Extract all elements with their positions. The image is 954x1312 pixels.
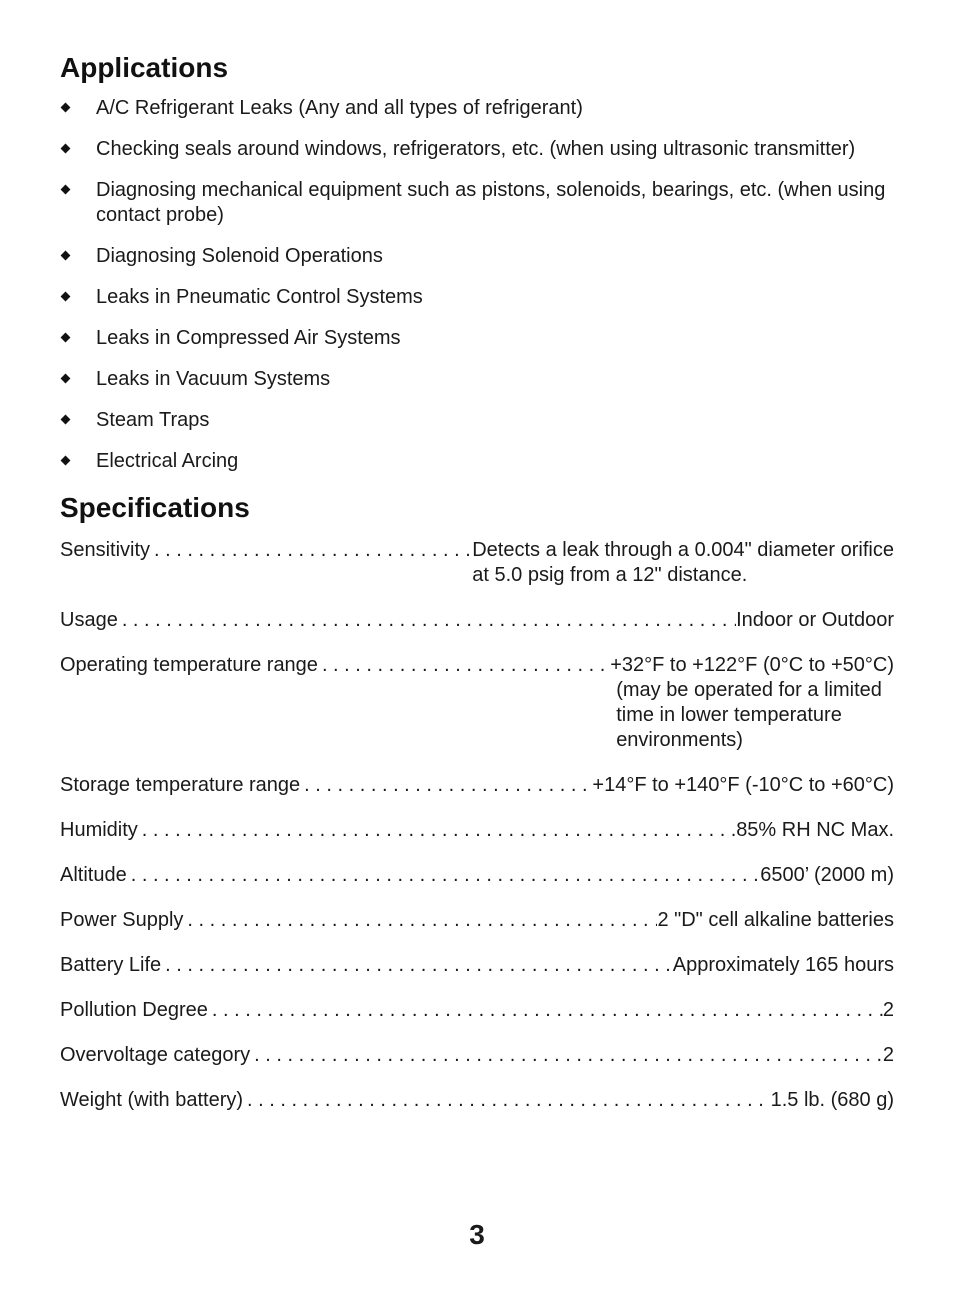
diamond-bullet-icon	[61, 103, 71, 113]
spec-value: Indoor or Outdoor	[736, 609, 894, 631]
spec-value	[610, 653, 894, 753]
list-item-text: Electrical Arcing	[96, 450, 239, 472]
spec-value: 1.5 lb. (680 g)	[770, 1089, 894, 1111]
spec-value-line: (may be operated for a limited	[616, 679, 882, 701]
spec-label: Sensitivity	[60, 539, 151, 561]
spec-row-pollution-degree	[60, 998, 894, 1023]
list-item	[60, 367, 894, 392]
spec-row-power-supply	[60, 908, 894, 933]
spec-label: Pollution Degree	[60, 999, 208, 1021]
spec-label: Usage	[60, 609, 118, 631]
spec-value: +14°F to +140°F (-10°C to +60°C)	[592, 774, 894, 796]
document-page	[60, 50, 894, 1133]
list-item	[60, 244, 894, 269]
list-item-text: A/C Refrigerant Leaks (Any and all types of refrigerant)	[96, 97, 583, 119]
dot-leader	[183, 908, 657, 933]
diamond-bullet-icon	[61, 144, 71, 154]
specifications-heading: Specifications	[60, 492, 250, 523]
spec-value: 85% RH NC Max.	[736, 819, 894, 841]
diamond-bullet-icon	[61, 374, 71, 384]
list-item-text: Leaks in Pneumatic Control Systems	[96, 286, 423, 308]
diamond-bullet-icon	[61, 251, 71, 261]
spec-row-sensitivity	[60, 538, 894, 588]
spec-label: Storage temperature range	[60, 774, 301, 796]
dot-leader	[150, 538, 472, 563]
spec-label: Humidity	[60, 819, 138, 841]
dot-leader	[300, 773, 592, 798]
spec-label: Power Supply	[60, 909, 184, 931]
dot-leader	[250, 1043, 883, 1068]
list-item	[60, 178, 894, 228]
spec-row-usage	[60, 608, 894, 633]
spec-label: Altitude	[60, 864, 127, 886]
spec-row-overvoltage-category	[60, 1043, 894, 1068]
spec-value: 6500’ (2000 m)	[760, 864, 894, 886]
spec-value-line: environments)	[616, 729, 743, 751]
list-item-text: Diagnosing Solenoid Operations	[96, 245, 383, 267]
dot-leader	[318, 653, 610, 678]
list-item-text: Leaks in Compressed Air Systems	[96, 327, 401, 349]
diamond-bullet-icon	[61, 185, 71, 195]
spec-label: Operating temperature range	[60, 654, 318, 676]
dot-leader	[118, 608, 736, 633]
specifications-table	[60, 538, 894, 1113]
list-item-text: Steam Traps	[96, 409, 210, 431]
spec-row-storage-temperature	[60, 773, 894, 798]
list-item	[60, 408, 894, 433]
spec-label: Battery Life	[60, 954, 162, 976]
spec-label: Weight (with battery)	[60, 1089, 244, 1111]
diamond-bullet-icon	[61, 292, 71, 302]
spec-row-operating-temperature	[60, 653, 894, 753]
applications-list	[60, 96, 894, 474]
spec-value-line: at 5.0 psig from a 12" distance.	[472, 564, 748, 586]
spec-value: 2	[882, 999, 894, 1021]
spec-label: Overvoltage category	[60, 1044, 251, 1066]
spec-value: 2 "D" cell alkaline batteries	[657, 909, 894, 931]
spec-row-altitude	[60, 863, 894, 888]
spec-row-weight	[60, 1088, 894, 1113]
spec-value: Approximately 165 hours	[672, 954, 894, 976]
spec-row-humidity	[60, 818, 894, 843]
diamond-bullet-icon	[61, 456, 71, 466]
spec-value-line: Detects a leak through a 0.004" diameter orifice	[472, 539, 894, 561]
list-item-text: Diagnosing mechanical equipment such as pistons, solenoids, bearings, etc. (when using contact probe)	[96, 179, 886, 226]
list-item-text: Leaks in Vacuum Systems	[96, 368, 331, 390]
dot-leader	[127, 863, 761, 888]
spec-value-line: time in lower temperature	[616, 704, 842, 726]
spec-value: 2	[882, 1044, 894, 1066]
diamond-bullet-icon	[61, 415, 71, 425]
list-item	[60, 285, 894, 310]
dot-leader	[208, 998, 883, 1023]
spec-value	[472, 538, 894, 588]
list-item-text: Checking seals around windows, refrigerators, etc. (when using ultrasonic transmitter)	[96, 138, 856, 160]
list-item	[60, 449, 894, 474]
spec-row-battery-life	[60, 953, 894, 978]
dot-leader	[161, 953, 673, 978]
list-item	[60, 326, 894, 351]
dot-leader	[138, 818, 736, 843]
list-item	[60, 96, 894, 121]
list-item	[60, 137, 894, 162]
dot-leader	[243, 1088, 771, 1113]
page-number: 3	[469, 1219, 485, 1250]
diamond-bullet-icon	[61, 333, 71, 343]
spec-value-line: +32°F to +122°F (0°C to +50°C)	[610, 654, 894, 676]
applications-heading: Applications	[60, 52, 229, 83]
